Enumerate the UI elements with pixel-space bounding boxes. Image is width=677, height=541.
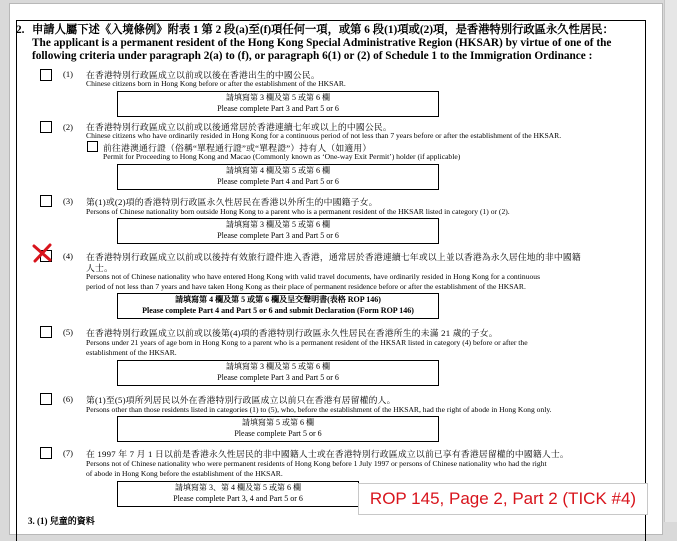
item-3-en: Persons of Chinese nationality born outside Hong Kong to a parent who is a permanent resident of the HKSAR listed in category (1) or (2). bbox=[86, 207, 510, 216]
next-section-heading: 3. (1) 兒童的資料 bbox=[28, 516, 95, 526]
checkbox-category-1[interactable] bbox=[40, 69, 52, 81]
checkbox-category-5[interactable] bbox=[40, 326, 52, 338]
item-6-en: Persons other than those residents listed in categories (1) to (5), who, before the establishment of the HKSAR, had the right of abode in Hong Kong only. bbox=[86, 405, 552, 414]
item-4-en-1: Persons not of Chinese nationality who have entered Hong Kong with valid travel documents, have ordinarily resided in Hong Kong for a continuous bbox=[86, 272, 541, 281]
instruction-en: Please complete Part 3 and Part 5 or 6 bbox=[217, 231, 339, 240]
instruction-zh: 請填寫第 4 欄及第 5 或第 6 欄及呈交聲明書(表格 ROP 146) bbox=[175, 295, 381, 304]
instruction-box-2 bbox=[117, 164, 439, 190]
tick-mark-icon bbox=[31, 242, 53, 264]
annotation-caption: ROP 145, Page 2, Part 2 (TICK #4) bbox=[358, 483, 648, 515]
section-number: 2. bbox=[16, 24, 25, 36]
item-6-zh: 第(1)至(5)項所列居民以外在香港特別行政區成立以前只在香港有居留權的人。 bbox=[86, 395, 396, 405]
item-number: (2) bbox=[63, 122, 73, 132]
item-2-en: Chinese citizens who have ordinarily resided in Hong Kong for a continuous period of not less than 7 years before or after the establishment of the HKSAR. bbox=[86, 131, 562, 140]
instruction-en: Please complete Part 3 and Part 5 or 6 bbox=[217, 373, 339, 382]
instruction-box-6 bbox=[117, 416, 439, 442]
item-5-en-2: establishment of the HKSAR. bbox=[86, 348, 177, 357]
instruction-box-7 bbox=[117, 481, 359, 507]
instruction-en: Please complete Part 4 and Part 5 or 6 bbox=[217, 177, 339, 186]
item-2-zh: 在香港特別行政區成立以前或以後通常居於香港連續七年或以上的中國公民。 bbox=[86, 122, 392, 132]
item-1-zh: 在香港特別行政區成立以前或以後在香港出生的中國公民。 bbox=[86, 70, 320, 80]
instruction-zh: 請填寫第 3、第 4 欄及第 5 或第 6 欄 bbox=[175, 483, 301, 492]
instruction-en: Please complete Part 3 and Part 5 or 6 bbox=[217, 104, 339, 113]
instruction-zh: 請填寫第 4 欄及第 5 或第 6 欄 bbox=[226, 166, 330, 175]
item-5-zh: 在香港特別行政區成立以前或以後第(4)項的香港特別行政區永久性居民在香港所生的未滿 21 歲的子女。 bbox=[86, 328, 498, 338]
item-number: (6) bbox=[63, 394, 73, 404]
item-7-zh: 在 1997 年 7 月 1 日以前是香港永久性居民的非中國籍人士或在香港特別行政區成立以前已享有香港居留權的中國籍人士。 bbox=[86, 449, 569, 459]
checkbox-category-6[interactable] bbox=[40, 393, 52, 405]
item-number: (5) bbox=[63, 327, 73, 337]
instruction-box-4 bbox=[117, 293, 439, 319]
checkbox-category-3[interactable] bbox=[40, 195, 52, 207]
item-number: (4) bbox=[63, 251, 73, 261]
instruction-box-3 bbox=[117, 218, 439, 244]
item-4-en-2: period of not less than 7 years and have taken Hong Kong as their place of permanent residence before or after the establishment of the HKSAR. bbox=[86, 282, 526, 291]
section-title-en-2: following criteria under paragraph 2(a) to (f), or paragraph 6(1) or (2) of Schedule 1 to the Immigration Ordinance : bbox=[32, 50, 593, 62]
instruction-box-1 bbox=[117, 91, 439, 117]
instruction-zh: 請填寫第 5 或第 6 欄 bbox=[242, 418, 314, 427]
item-5-en-1: Persons under 21 years of age born in Hong Kong to a parent who is a permanent resident of the HKSAR listed in category (4) before or after the bbox=[86, 338, 528, 347]
item-2-sub-en: Permit for Proceeding to Hong Kong and Macao (Commonly known as ‘One-way Exit Permit’) holder (if applicable) bbox=[103, 152, 461, 161]
section-header bbox=[16, 24, 628, 63]
item-number: (7) bbox=[63, 448, 73, 458]
checkbox-one-way-permit[interactable] bbox=[87, 141, 98, 152]
instruction-en: Please complete Part 5 or 6 bbox=[234, 429, 322, 438]
section-title-zh: 申請人屬下述《入境條例》附表 1 第 2 段(a)至(f)項任何一項，或第 6 段(1)項或(2)項，是香港特別行政區永久性居民： bbox=[32, 24, 614, 36]
checkbox-category-2[interactable] bbox=[40, 121, 52, 133]
item-number: (1) bbox=[63, 69, 73, 79]
window-edge bbox=[664, 0, 677, 522]
item-3-zh: 第(1)或(2)項的香港特別行政區永久性居民在香港以外所生的中國籍子女。 bbox=[86, 197, 378, 207]
instruction-en: Please complete Part 3, 4 and Part 5 or 6 bbox=[173, 494, 303, 503]
instruction-zh: 請填寫第 3 欄及第 5 或第 6 欄 bbox=[226, 362, 330, 371]
instruction-en: Please complete Part 4 and Part 5 or 6 and submit Declaration (Form ROP 146) bbox=[142, 306, 414, 315]
item-7-en-1: Persons not of Chinese nationality who were permanent residents of Hong Kong before 1 July 1997 or persons of Chinese nationality who had the right bbox=[86, 459, 547, 468]
item-2-sub-zh: 前往港澳通行證（俗稱“單程通行證”或“單程證”）持有人（如適用） bbox=[103, 143, 372, 153]
instruction-zh: 請填寫第 3 欄及第 5 或第 6 欄 bbox=[226, 93, 330, 102]
section-title-en-1: The applicant is a permanent resident of the Hong Kong Special Administrative Region (HKSAR) by virtue of one of the bbox=[32, 37, 612, 49]
item-1-en: Chinese citizens born in Hong Kong before or after the establishment of the HKSAR. bbox=[86, 79, 346, 88]
instruction-box-5 bbox=[117, 360, 439, 386]
item-number: (3) bbox=[63, 196, 73, 206]
checkbox-category-7[interactable] bbox=[40, 447, 52, 459]
item-4-zh-1: 在香港特別行政區成立以前或以後持有效旅行證件進入香港，通常居於香港連續七年或以上並以香港為永久居住地的非中國籍 bbox=[86, 252, 581, 262]
item-4-zh-2: 人士。 bbox=[86, 263, 113, 273]
item-7-en-2: of abode in Hong Kong before the establishment of the HKSAR. bbox=[86, 469, 283, 478]
instruction-zh: 請填寫第 3 欄及第 5 或第 6 欄 bbox=[226, 220, 330, 229]
